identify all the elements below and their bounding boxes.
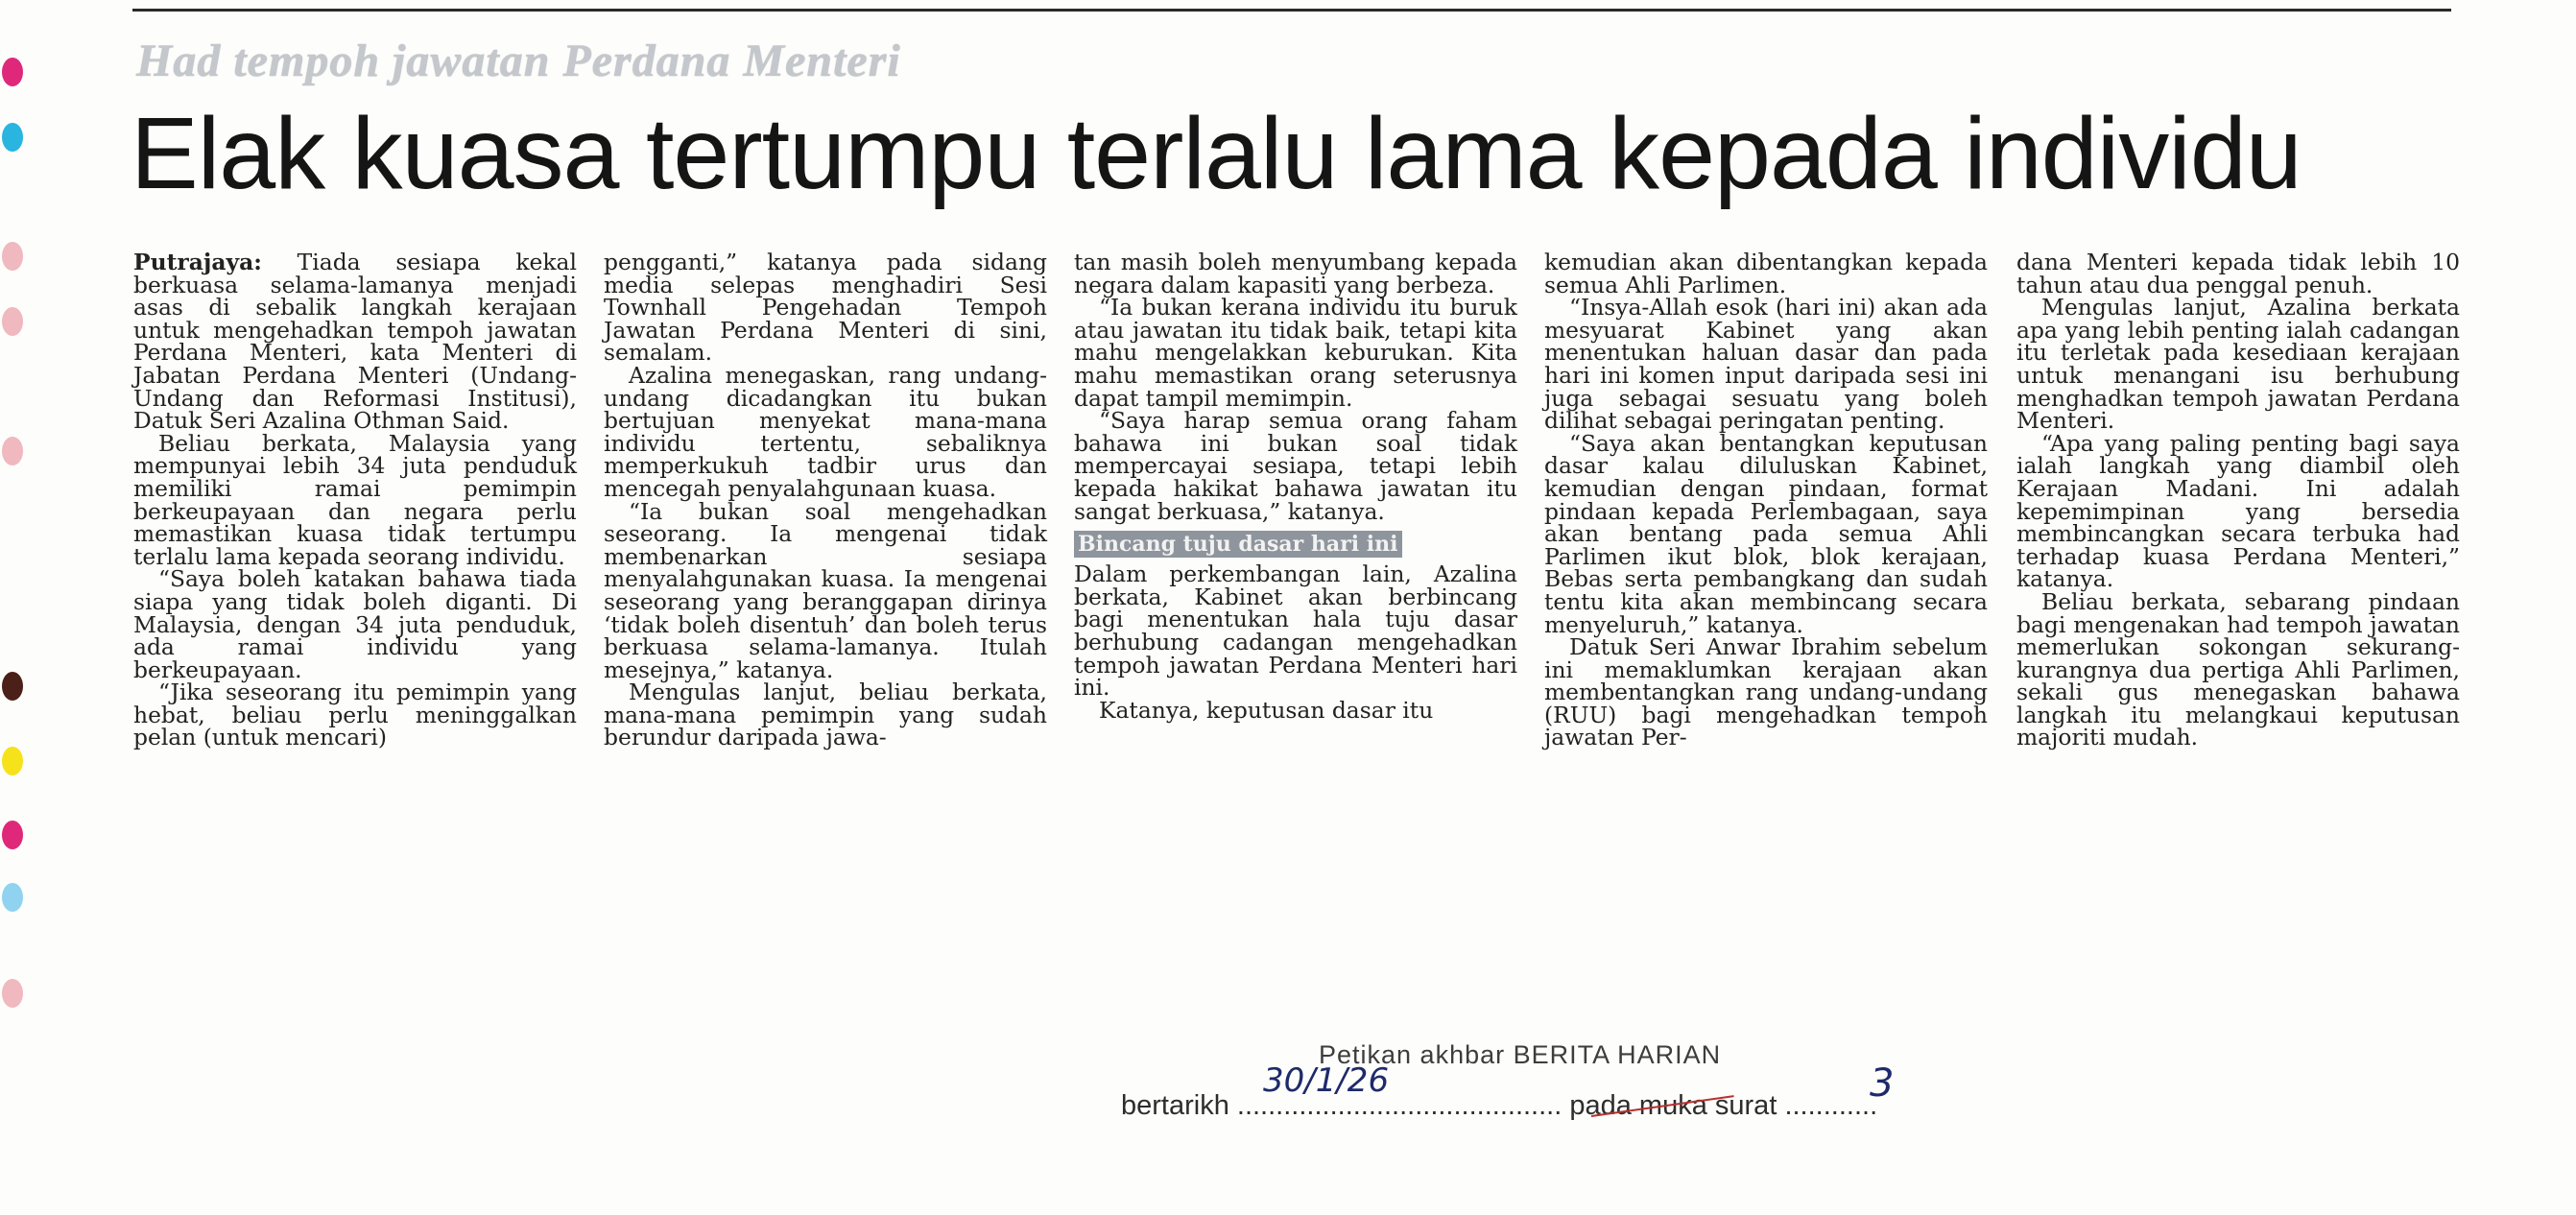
paragraph: tan masih boleh menyumbang kepada negara dalam kapasiti yang berbeza. bbox=[1074, 249, 1517, 298]
top-rule bbox=[132, 9, 2451, 12]
paragraph: pengganti,” katanya pada sidang media selepas menghadiri Sesi Townhall Pengehadan Tempoh Jawatan Perdana Menteri di sini, semalam. bbox=[604, 249, 1047, 367]
article-column-4 bbox=[1544, 251, 1988, 750]
margin-mark bbox=[2, 58, 23, 86]
article-column-3 bbox=[1074, 251, 1517, 722]
headline: Elak kuasa tertumpu terlalu lama kepada individu bbox=[131, 97, 2302, 210]
subheading: Bincang tuju dasar hari ini bbox=[1074, 531, 1402, 558]
margin-mark bbox=[2, 883, 23, 912]
paragraph: Beliau berkata, sebarang pindaan bagi mengenakan had tempoh jawatan memerlukan sokongan sekurang-kurangnya dua pertiga Ahli Parlimen, sekali gus menegaskan bahawa langkah itu melangkaui keputusan majoriti mudah. bbox=[2016, 587, 2460, 751]
paragraph: “Ia bukan soal mengehadkan seseorang. Ia mengenai tidak membenarkan sesiapa menyalahgunakan kuasa. Ia mengenai seseorang yang beranggapan dirinya ‘tidak boleh disentuh’ dan boleh terus berkuasa selama-lamanya. Itulah mesejnya,” katanya. bbox=[604, 497, 1047, 683]
stamp-source: Petikan akhbar BERITA HARIAN bbox=[1319, 1040, 1722, 1069]
margin-mark bbox=[2, 123, 23, 152]
paragraph: “Saya boleh katakan bahawa tiada siapa yang tidak boleh diganti. Di Malaysia, dengan 34 juta penduduk, ada ramai individu yang berkeupayaan. bbox=[133, 565, 577, 683]
clipping-stamp bbox=[1121, 1040, 1985, 1136]
paragraph: “Saya akan bentangkan keputusan dasar kalau diluluskan Kabinet, kemudian dengan pindaan, format pindaan kepada Perlembagaan, saya akan bentang pada semua Ahli Parlimen ikut blok, blok kerajaan, Bebas serta pembangkang dan sudah tentu kita akan membincang secara menyeluruh,” katanya. bbox=[1544, 429, 1988, 638]
handwritten-page-number: 3 bbox=[1870, 1061, 1895, 1106]
handwritten-date: 30/1/26 bbox=[1263, 1061, 1390, 1100]
paragraph: Azalina menegaskan, rang undang-undang dicadangkan itu bukan bertujuan menyekat mana-mana individu tertentu, sebaliknya memperkukuh tadbir urus dan mencegah penyalahgunaan kuasa. bbox=[604, 361, 1047, 502]
margin-mark bbox=[2, 821, 23, 849]
kicker: Had tempoh jawatan Perdana Menteri bbox=[136, 36, 901, 86]
paragraph: Katanya, keputusan dasar itu bbox=[1099, 696, 1434, 724]
paragraph: Mengulas lanjut, beliau berkata, mana-mana pemimpin yang sudah berundur daripada jawa- bbox=[604, 679, 1047, 751]
margin-mark bbox=[2, 307, 23, 336]
dateline: Putrajaya: bbox=[133, 249, 262, 275]
paragraph: Dalam perkembangan lain, Azalina berkata, Kabinet akan berbincang bagi menentukan hala tuju dasar berhubung cadangan mengehadkan tempoh jawatan Perdana Menteri hari ini. bbox=[1074, 560, 1517, 702]
paragraph: Datuk Seri Anwar Ibrahim sebelum ini memaklumkan kerajaan akan membentangkan rang undang-undang (RUU) bagi mengehadkan tempoh jawatan Per- bbox=[1544, 633, 1988, 751]
paragraph bbox=[133, 251, 577, 433]
article-column-1 bbox=[133, 251, 577, 750]
margin-mark bbox=[2, 979, 23, 1008]
paragraph: Beliau berkata, Malaysia yang mempunyai lebih 34 juta penduduk memiliki ramai pemimpin berkeupayaan dan negara perlu memastikan kuasa tidak tertumpu terlalu lama kepada seorang individu. bbox=[133, 429, 577, 570]
margin-mark bbox=[2, 437, 23, 465]
paragraph: dana Menteri kepada tidak lebih 10 tahun atau dua penggal penuh. bbox=[2016, 249, 2460, 298]
date-dots: .......................................... bbox=[1236, 1090, 1562, 1121]
paragraph: “Saya harap semua orang faham bahawa ini bukan soal tidak mempercayai sesiapa, tetapi lebih kepada hakikat bahawa jawatan itu sangat berkuasa,” katanya. bbox=[1074, 407, 1517, 525]
paragraph: Mengulas lanjut, Azalina berkata apa yang lebih penting ialah cadangan itu terletak pada kesediaan kerajaan untuk menangani isu berhubung menghadkan tempoh jawatan Perdana Menteri. bbox=[2016, 294, 2460, 435]
lead-text: Tiada sesiapa kekal berkuasa selama-lamanya menjadi asas di sebalik langkah kerajaan untuk mengehadkan tempoh jawatan Perdana Menteri, kata Menteri di Jabatan Perdana Menteri (Undang-Undang dan Reformasi Institusi), Datuk Seri Azalina Othman Said. bbox=[133, 249, 577, 435]
page-dots: ............ bbox=[1784, 1090, 1878, 1121]
date-label: bertarikh bbox=[1121, 1090, 1229, 1121]
margin-mark bbox=[2, 747, 23, 775]
paragraph: “Ia bukan kerana individu itu buruk atau jawatan itu tidak baik, tetapi kita mahu mengelakkan keburukan. Kita mahu memastikan orang seterusnya dapat tampil memimpin. bbox=[1074, 294, 1517, 412]
page-label: pada muka surat bbox=[1569, 1090, 1777, 1121]
margin-mark bbox=[2, 242, 23, 271]
paragraph: “Insya-Allah esok (hari ini) akan ada mesyuarat Kabinet yang akan menentukan haluan dasar dan pada hari ini komen input daripada sesi ini juga sebagai sesuatu yang boleh dilihat sebagai peringatan penting. bbox=[1544, 294, 1988, 435]
article-column-5 bbox=[2016, 251, 2460, 750]
paragraph: “Apa yang paling penting bagi saya ialah langkah yang diambil oleh Kerajaan Madani. Ini adalah kepemimpinan yang bersedia membincangkan secara terbuka had terhadap kuasa Perdana Menteri,” katanya. bbox=[2016, 429, 2460, 593]
paragraph: “Jika seseorang itu pemimpin yang hebat, beliau perlu meninggalkan pelan (untuk mencari) bbox=[133, 679, 577, 751]
binder-margin bbox=[0, 0, 29, 1215]
stamp-line bbox=[1121, 1090, 1877, 1122]
article-column-2 bbox=[604, 251, 1047, 750]
margin-mark bbox=[2, 672, 23, 701]
paragraph: kemudian akan dibentangkan kepada semua Ahli Parlimen. bbox=[1544, 249, 1988, 298]
